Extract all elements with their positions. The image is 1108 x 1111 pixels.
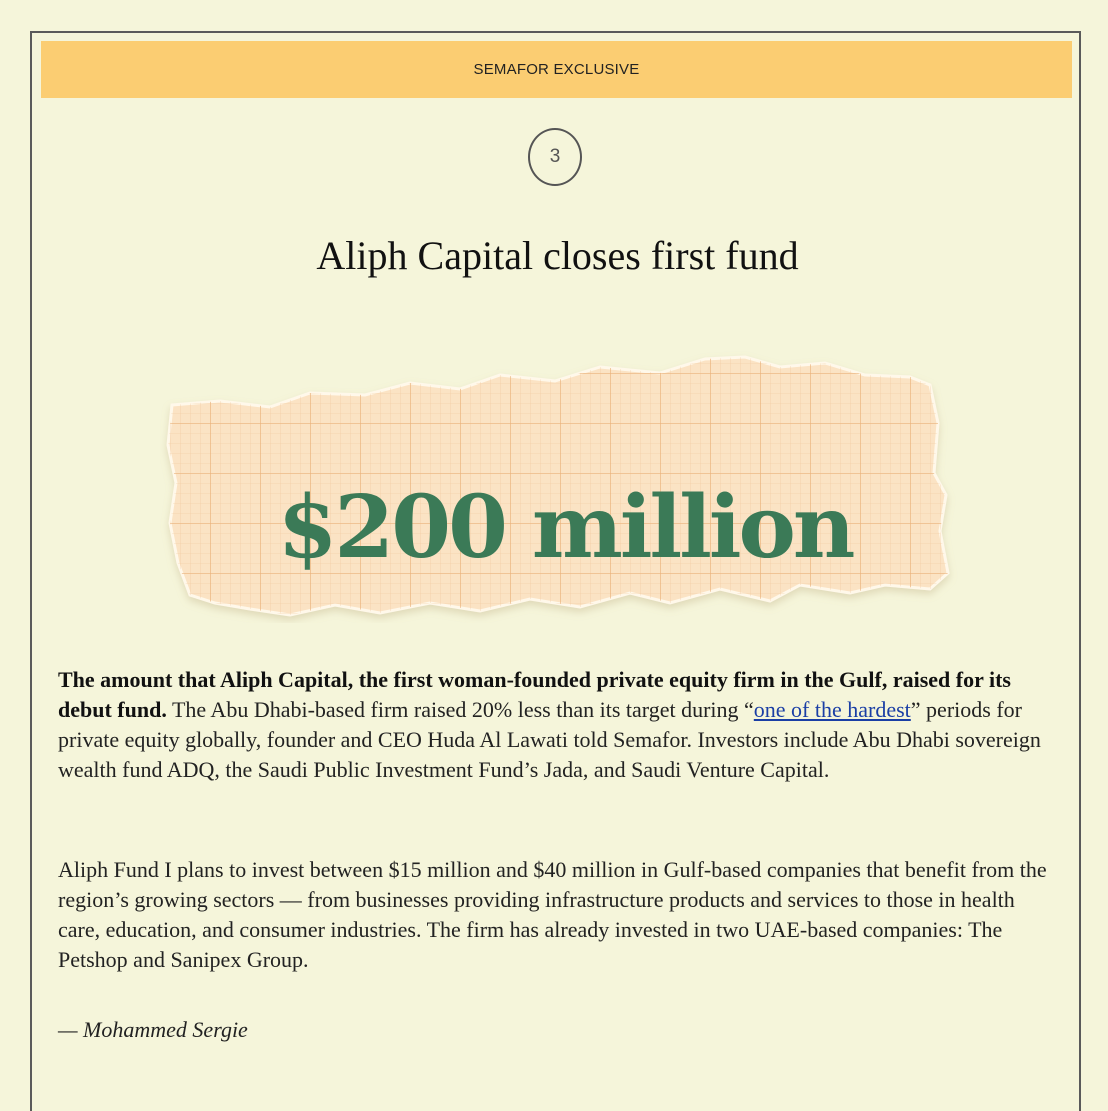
exclusive-banner — [41, 41, 1072, 98]
story-headline: Aliph Capital closes first fund — [316, 233, 799, 278]
figure-amount-text: $200 million — [277, 477, 853, 578]
one-of-the-hardest-link[interactable]: one of the hardest — [753, 697, 911, 722]
story-number: 3 — [549, 146, 561, 167]
banner-label: SEMAFOR EXCLUSIVE — [473, 61, 640, 78]
paragraph-2: Aliph Fund I plans to invest between $15 million and $40 million in Gulf-based companies that benefit from the region’s growing sectors — from businesses providing infrastructure products and services to those in health care, education, and consumer industries. The firm has already invested in two UAE-based companies: The Petshop and Sanipex Group. — [58, 857, 1047, 972]
paragraph-1-lead: The amount that Aliph Capital, the first woman-founded private equity firm in the Gulf, raised for its debut fund. — [58, 667, 1011, 722]
story-number-badge — [528, 128, 582, 186]
paragraph-1-text-b: ” periods for private equity globally, founder and CEO Huda Al Lawati told Semafor. Investors include Abu Dhabi sovereign wealth fund ADQ, the Saudi Public Investment Fund’s Jada, and Saudi Venture Capital. — [58, 697, 1041, 782]
torn-paper-graphic — [160, 323, 960, 623]
torn-paper-svg — [160, 323, 960, 623]
story-card — [30, 31, 1081, 1111]
author-byline: — Mohammed Sergie — [58, 1017, 248, 1042]
paragraph-1 — [58, 665, 1058, 785]
graph-paper-grid — [160, 323, 960, 623]
paragraph-1-text-a: The Abu Dhabi-based firm raised 20% less than its target during “ — [166, 697, 754, 722]
